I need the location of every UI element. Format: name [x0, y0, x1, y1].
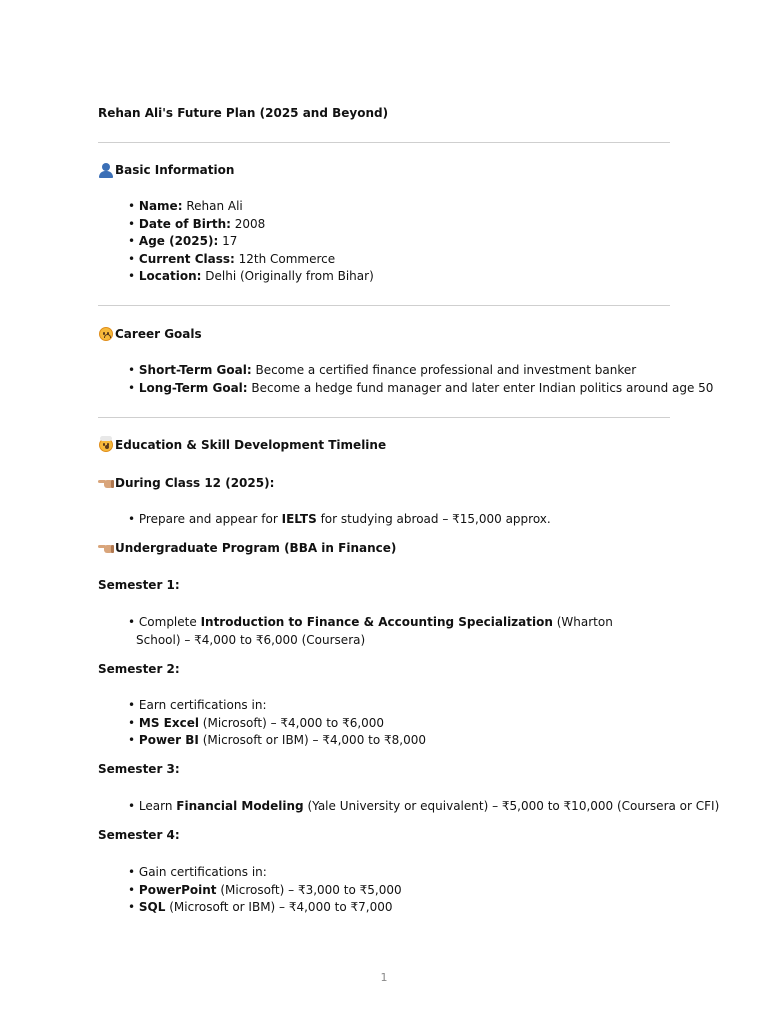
- list-item: • SQL (Microsoft or IBM) – ₹4,000 to ₹7,000: [128, 900, 393, 915]
- semester-2-list: [128, 697, 668, 750]
- semester-1-heading: Semester 1:: [98, 578, 180, 592]
- semester-3-list: [128, 798, 720, 816]
- semester-4-list: [128, 864, 668, 917]
- divider: [98, 417, 670, 418]
- pointing-hand-icon: [98, 475, 114, 491]
- career-goals-heading: [98, 326, 202, 342]
- page-number: 1: [380, 971, 388, 984]
- list-item: • Long-Term Goal: Become a hedge fund manager and later enter Indian politics around age 50: [128, 380, 714, 395]
- document-title: Rehan Ali's Future Plan (2025 and Beyond): [98, 106, 389, 120]
- divider: [98, 305, 670, 306]
- education-heading: [98, 437, 386, 453]
- semester-4-heading: Semester 4:: [98, 828, 180, 842]
- list-item: • Gain certifications in:: [128, 865, 267, 879]
- list-item: • Complete Introduction to Finance & Accounting Specialization (Wharton School) – ₹4,000 to ₹6,000 (Coursera): [128, 615, 613, 647]
- list-item: • Location: Delhi (Originally from Bihar): [128, 269, 374, 284]
- list-item: • Short-Term Goal: Become a certified finance professional and investment banker: [128, 363, 637, 377]
- semester-1-list: [128, 614, 668, 649]
- career-goals-list: [128, 362, 714, 397]
- education-heading-text: Education & Skill Development Timeline: [115, 438, 387, 452]
- pointing-hand-icon: [98, 540, 114, 556]
- class12-list: [128, 511, 668, 529]
- class12-heading: [98, 475, 274, 491]
- list-item: • Name: Rehan Ali: [128, 199, 243, 213]
- basic-info-heading: [98, 162, 234, 178]
- list-item: • Age (2025): 17: [128, 234, 238, 249]
- career-goals-heading-text: Career Goals: [115, 327, 202, 341]
- semester-2-heading: Semester 2:: [98, 662, 180, 676]
- list-item: • Learn Financial Modeling (Yale University or equivalent) – ₹5,000 to ₹10,000 (Coursera or CFI): [128, 799, 720, 813]
- semester-3-heading: Semester 3:: [98, 762, 180, 776]
- list-item: • PowerPoint (Microsoft) – ₹3,000 to ₹5,000: [128, 882, 402, 897]
- list-item: • Power BI (Microsoft or IBM) – ₹4,000 to ₹8,000: [128, 733, 426, 748]
- person-icon: [98, 162, 114, 178]
- list-item: • MS Excel (Microsoft) – ₹4,000 to ₹6,000: [128, 715, 385, 730]
- list-item: • Date of Birth: 2008: [128, 216, 266, 231]
- basic-info-list: [128, 198, 668, 286]
- list-item: • Prepare and appear for IELTS for studying abroad – ₹15,000 approx.: [128, 512, 551, 526]
- worried-face-icon: [98, 326, 114, 342]
- list-item: • Earn certifications in:: [128, 698, 267, 712]
- exploding-head-icon: [98, 437, 114, 453]
- basic-info-heading-text: Basic Information: [115, 163, 235, 177]
- ug-heading-text: Undergraduate Program (BBA in Finance): [115, 541, 397, 555]
- ug-heading: [98, 540, 396, 556]
- class12-heading-text: During Class 12 (2025):: [115, 476, 275, 490]
- list-item: • Current Class: 12th Commerce: [128, 251, 336, 266]
- divider: [98, 142, 670, 143]
